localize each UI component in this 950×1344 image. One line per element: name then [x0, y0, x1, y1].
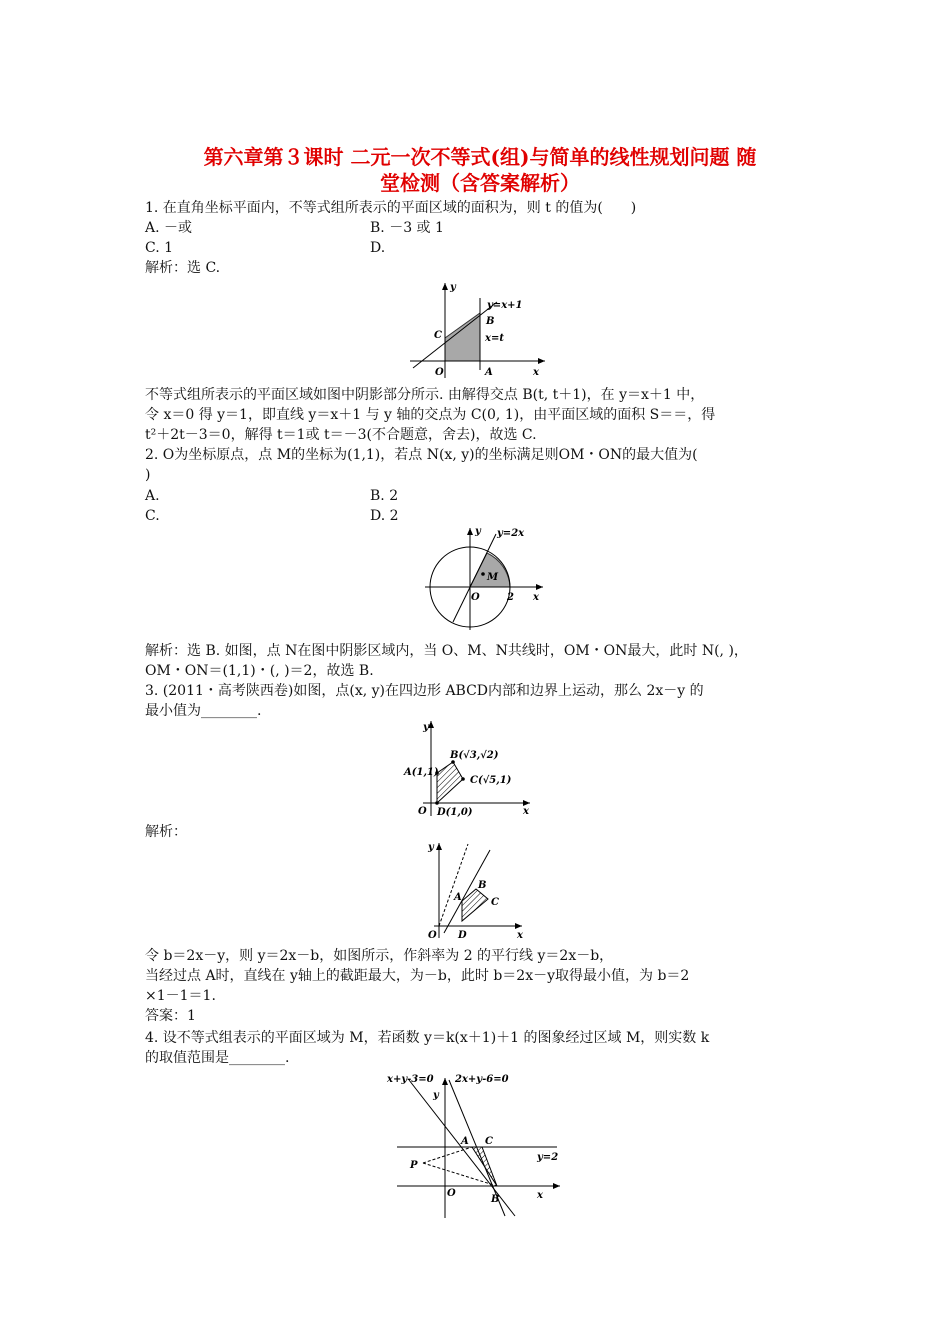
q3-explain-3: ×1－1＝1.: [145, 988, 216, 1004]
q3-fig2-d-label: D: [458, 930, 467, 941]
q2-fig-m-label: M: [487, 572, 499, 583]
q3-analysis: 解析：: [145, 824, 187, 840]
q3-fig2-o-label: O: [428, 930, 437, 941]
q1-option-a: A. －或: [145, 220, 193, 236]
q4-fig-l1-label: x+y-3=0: [387, 1074, 434, 1085]
q1-fig-vline-label: x=t: [485, 333, 504, 344]
title-line-1: 第六章第３课时 二元一次不等式(组)与简单的线性规划问题 随: [203, 145, 757, 169]
q3-fig1-o-label: O: [418, 806, 427, 817]
q1-option-c: C. 1: [145, 240, 174, 256]
q3-figure-1: [404, 716, 538, 821]
q3-figure-2: [422, 838, 532, 940]
q1-figure: [405, 278, 555, 383]
q4-fig-p-label: P: [410, 1160, 418, 1171]
q1-stem: 1. 在直角坐标平面内，不等式组所表示的平面区域的面积为，则 t 的值为( ): [145, 200, 637, 216]
q3-fig2-x-label: x: [517, 930, 523, 941]
q2-explain-2: OM・ON＝(1,1)・(, )＝2，故选 B.: [145, 663, 374, 679]
q4-fig-x-label: x: [537, 1190, 543, 1201]
q3-explain-2: 当经过点 A时，直线在 y轴上的截距最大，为－b，此时 b＝2x－y取得最小值，为 b＝2: [145, 968, 690, 984]
q3-fig2-y-label: y: [428, 842, 434, 853]
q2-fig-x-label: x: [533, 592, 539, 603]
q1-analysis: 解析：选 C.: [145, 260, 221, 276]
q2-option-c: C.: [145, 508, 160, 524]
q4-fig-l2-label: 2x+y-6=0: [455, 1074, 509, 1085]
q2-fig-two-label: 2: [507, 592, 514, 603]
q1-fig-x-label: x: [533, 367, 539, 378]
q2-figure: [425, 522, 555, 634]
q1-fig-y-label: y: [450, 282, 456, 293]
q3-fig1-d-label: D(1,0): [437, 807, 473, 818]
q1-fig-c-label: C: [434, 330, 442, 341]
q1-fig-line-label: y=x+1: [487, 300, 523, 311]
q2-stem-cont: ): [145, 467, 151, 483]
q2-option-b: B. 2: [370, 488, 399, 504]
q2-fig-line-label: y=2x: [497, 528, 525, 539]
q3-fig1-x-label: x: [523, 806, 529, 817]
q4-fig-a-label: A: [461, 1136, 469, 1147]
q3-fig1-a-label: A(1,1): [404, 767, 439, 778]
q4-fig-b-label: B: [491, 1194, 500, 1205]
q3-stem: 3. (2011・高考陕西卷)如图，点(x, y)在四边形 ABCD内部和边界上运动，那么 2x－y 的: [145, 683, 704, 699]
q4-figure: [385, 1068, 570, 1224]
q3-fig1-b-label: B(√3,√2): [450, 750, 499, 761]
q4-fig-y2-label: y=2: [537, 1152, 559, 1163]
q4-stem: 4. 设不等式组表示的平面区域为 M，若函数 y＝k(x＋1)＋1 的图象经过区域 M，则实数 k: [145, 1030, 710, 1046]
q1-fig-b-label: B: [486, 316, 495, 327]
q1-explain-1: 不等式组所表示的平面区域如图中阴影部分所示. 由解得交点 B(t, t＋1)，在 y＝x＋1 中，: [145, 387, 705, 403]
title-line-2: 堂检测（含答案解析）: [380, 171, 580, 195]
q2-explain-1: 解析：选 B. 如图，点 N在图中阴影区域内，当 O、M、N共线时，OM・ON最大，此时 N(, )，: [145, 643, 748, 659]
q1-explain-3: t²＋2t－3＝0，解得 t＝1或 t＝－3(不合题意，舍去)，故选 C.: [145, 427, 537, 443]
q3-fig2-a-label: A: [454, 892, 462, 903]
q4-fig-c-label: C: [485, 1136, 493, 1147]
q2-option-a: A.: [145, 488, 160, 504]
q3-stem-cont: 最小值为________.: [145, 703, 262, 719]
q2-stem: 2. O为坐标原点，点 M的坐标为(1,1)，若点 N(x, y)的坐标满足则OM・ON的最大值为(: [145, 447, 698, 463]
q2-fig-o-label: O: [471, 592, 480, 603]
q1-explain-2: 令 x＝0 得 y＝1，即直线 y＝x＋1 与 y 轴的交点为 C(0, 1)，由平面区域的面积 S＝＝，得: [145, 407, 716, 423]
q3-fig2-c-label: C: [491, 897, 499, 908]
q1-option-d: D.: [370, 240, 386, 256]
q3-fig1-c-label: C(√5,1): [470, 775, 512, 786]
q4-stem-cont: 的取值范围是________.: [145, 1050, 290, 1066]
q4-fig-o-label: O: [447, 1188, 456, 1199]
q3-fig1-y-label: y: [423, 722, 429, 733]
q2-option-d: D. 2: [370, 508, 399, 524]
q3-explain-1: 令 b＝2x－y，则 y＝2x－b，如图所示，作斜率为 2 的平行线 y＝2x－b，: [145, 948, 614, 964]
q1-fig-o-label: O: [435, 367, 444, 378]
q3-fig2-b-label: B: [478, 880, 487, 891]
q1-option-b: B. －3 或 1: [370, 220, 444, 236]
q2-fig-y-label: y: [475, 526, 481, 537]
q1-fig-a-label: A: [485, 367, 493, 378]
q3-answer: 答案：1: [145, 1008, 196, 1024]
q4-fig-y-label: y: [433, 1090, 439, 1101]
